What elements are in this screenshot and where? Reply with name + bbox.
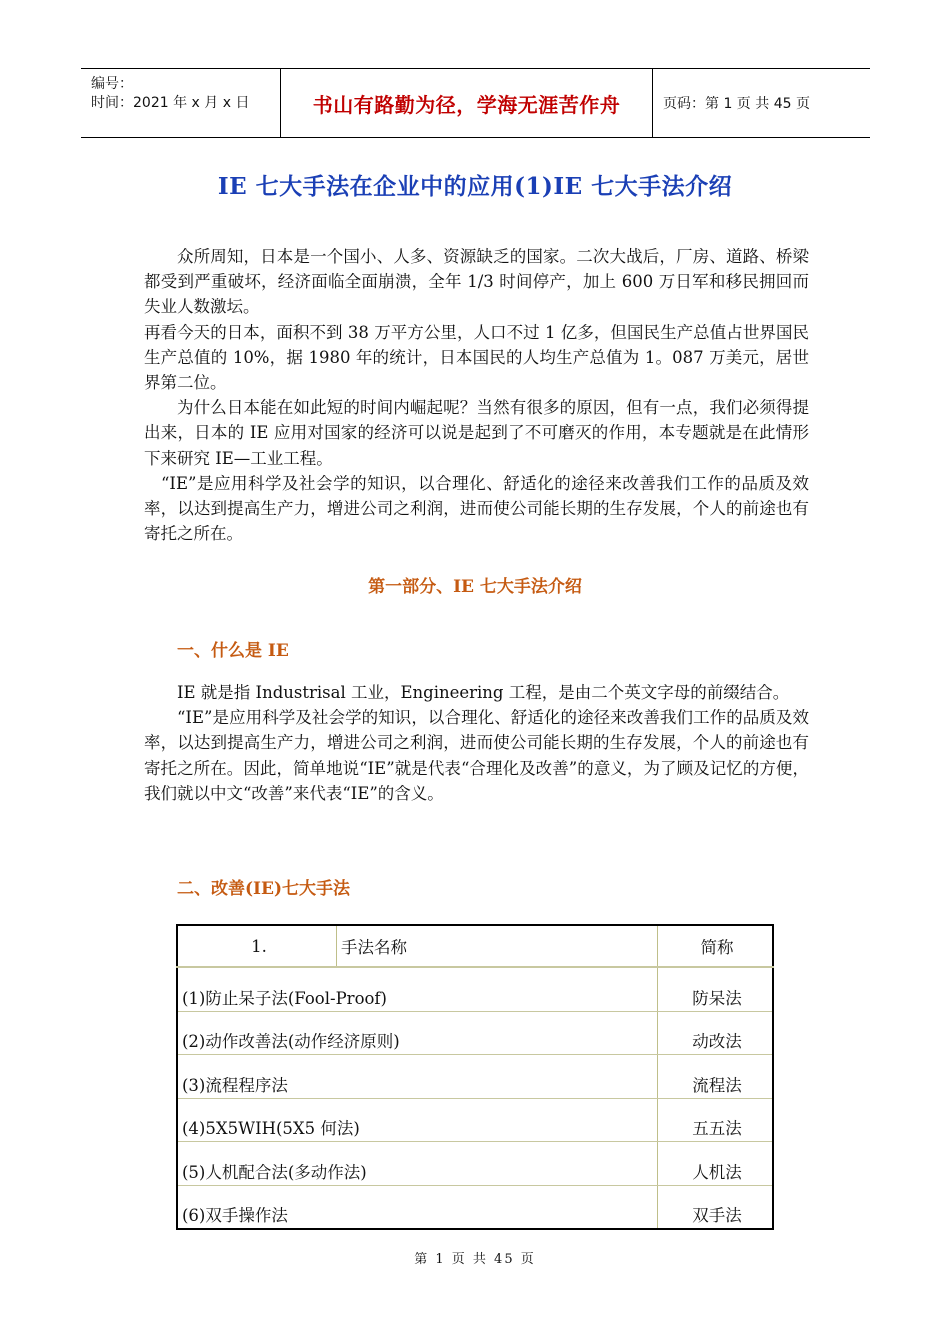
section1-heading: 一、什么是 IE xyxy=(177,641,289,661)
intro-paragraph: 再看今天的日本，面积不到 38 万平方公里，人口不过 1 亿多，但国民生产总值占世界国民生产总值的 10%，据 1980 年的统计，日本国民的人均生产总值为 1。087 万美元，居世界第二位。 xyxy=(144,322,809,393)
table-cell-abbr: 防呆法 xyxy=(657,967,773,1011)
intro-paragraph: 为什么日本能在如此短的时间内崛起呢？当然有很多的原因，但有一点，我们必须得提出来，日本的 IE 应用对国家的经济可以说是起到了不可磨灭的作用，本专题就是在此情形下来研究 IE—工业工程。 xyxy=(144,398,809,468)
table-cell-abbr: 五五法 xyxy=(657,1098,773,1142)
table-cell-abbr: 双手法 xyxy=(657,1185,773,1229)
section1-paragraph: “IE”是应用科学及社会学的知识，以合理化、舒适化的途径来改善我们工作的品质及效率，以达到提高生产力，增进公司之利润，进而使公司能长期的生存发展，个人的前途也有寄托之所在。因此，简单地说“IE”就是代表“合理化及改善”的意义，为了顾及记忆的方便，我们就以中文“改善”来代表“IE”的含义。 xyxy=(144,708,809,803)
header-motto-cell xyxy=(281,69,653,137)
intro-section xyxy=(144,244,809,546)
table-row xyxy=(177,967,773,1011)
table-cell-abbr: 人机法 xyxy=(657,1142,773,1186)
header-motto: 书山有路勤为径，学海无涯苦作舟 xyxy=(312,92,621,117)
page-footer: 第 1 页 共 45 页 xyxy=(414,1252,536,1267)
table-cell-method: (6)双手操作法 xyxy=(177,1185,657,1229)
table-row xyxy=(177,1055,773,1099)
header-page-info: 页码：第 1 页 共 45 页 xyxy=(663,96,810,112)
intro-paragraph: “IE”是应用科学及社会学的知识，以合理化、舒适化的途径来改善我们工作的品质及效率，以达到提高生产力，增进公司之利润，进而使公司能长期的生存发展，个人的前途也有寄托之所在。 xyxy=(144,473,809,544)
section2-heading: 二、改善(IE)七大手法 xyxy=(177,879,350,899)
table-header-cell: 1. xyxy=(177,925,337,967)
section1-paragraph: IE 就是指 Industrisal 工业，Engineering 工程，是由二个英文字母的前缀结合。 xyxy=(177,683,790,702)
table-row xyxy=(177,1098,773,1142)
table-row xyxy=(177,1142,773,1186)
section1-body xyxy=(144,680,809,806)
number-label: 编号： xyxy=(91,76,133,92)
table-cell-method: (2)动作改善法(动作经济原则) xyxy=(177,1011,657,1055)
header-meta xyxy=(81,69,281,137)
table-header-cell: 手法名称 xyxy=(337,925,658,967)
intro-paragraph: 众所周知，日本是一个国小、人多、资源缺乏的国家。二次大战后，厂房、道路、桥梁都受到严重破坏，经济面临全面崩溃，全年 1/3 时间停产，加上 600 万日军和移民拥回而失业人数激坛。 xyxy=(144,247,809,317)
part1-heading: 第一部分、IE 七大手法介绍 xyxy=(368,577,582,597)
table-cell-abbr: 流程法 xyxy=(657,1055,773,1099)
table-header-row xyxy=(177,925,773,967)
date-label: 时间：2021 年 x 月 x 日 xyxy=(91,95,250,111)
table-cell-abbr: 动改法 xyxy=(657,1011,773,1055)
methods-table xyxy=(176,924,774,1230)
table-cell-method: (1)防止呆子法(Fool-Proof) xyxy=(177,967,657,1011)
table-cell-method: (4)5X5WIH(5X5 何法) xyxy=(177,1098,657,1142)
table-row xyxy=(177,1011,773,1055)
document-header xyxy=(81,68,870,138)
table-row xyxy=(177,1185,773,1229)
document-title: IE 七大手法在企业中的应用(1)IE 七大手法介绍 xyxy=(217,173,733,200)
table-cell-method: (3)流程程序法 xyxy=(177,1055,657,1099)
table-header-cell: 简称 xyxy=(657,925,773,967)
table-cell-method: (5)人机配合法(多动作法) xyxy=(177,1142,657,1186)
